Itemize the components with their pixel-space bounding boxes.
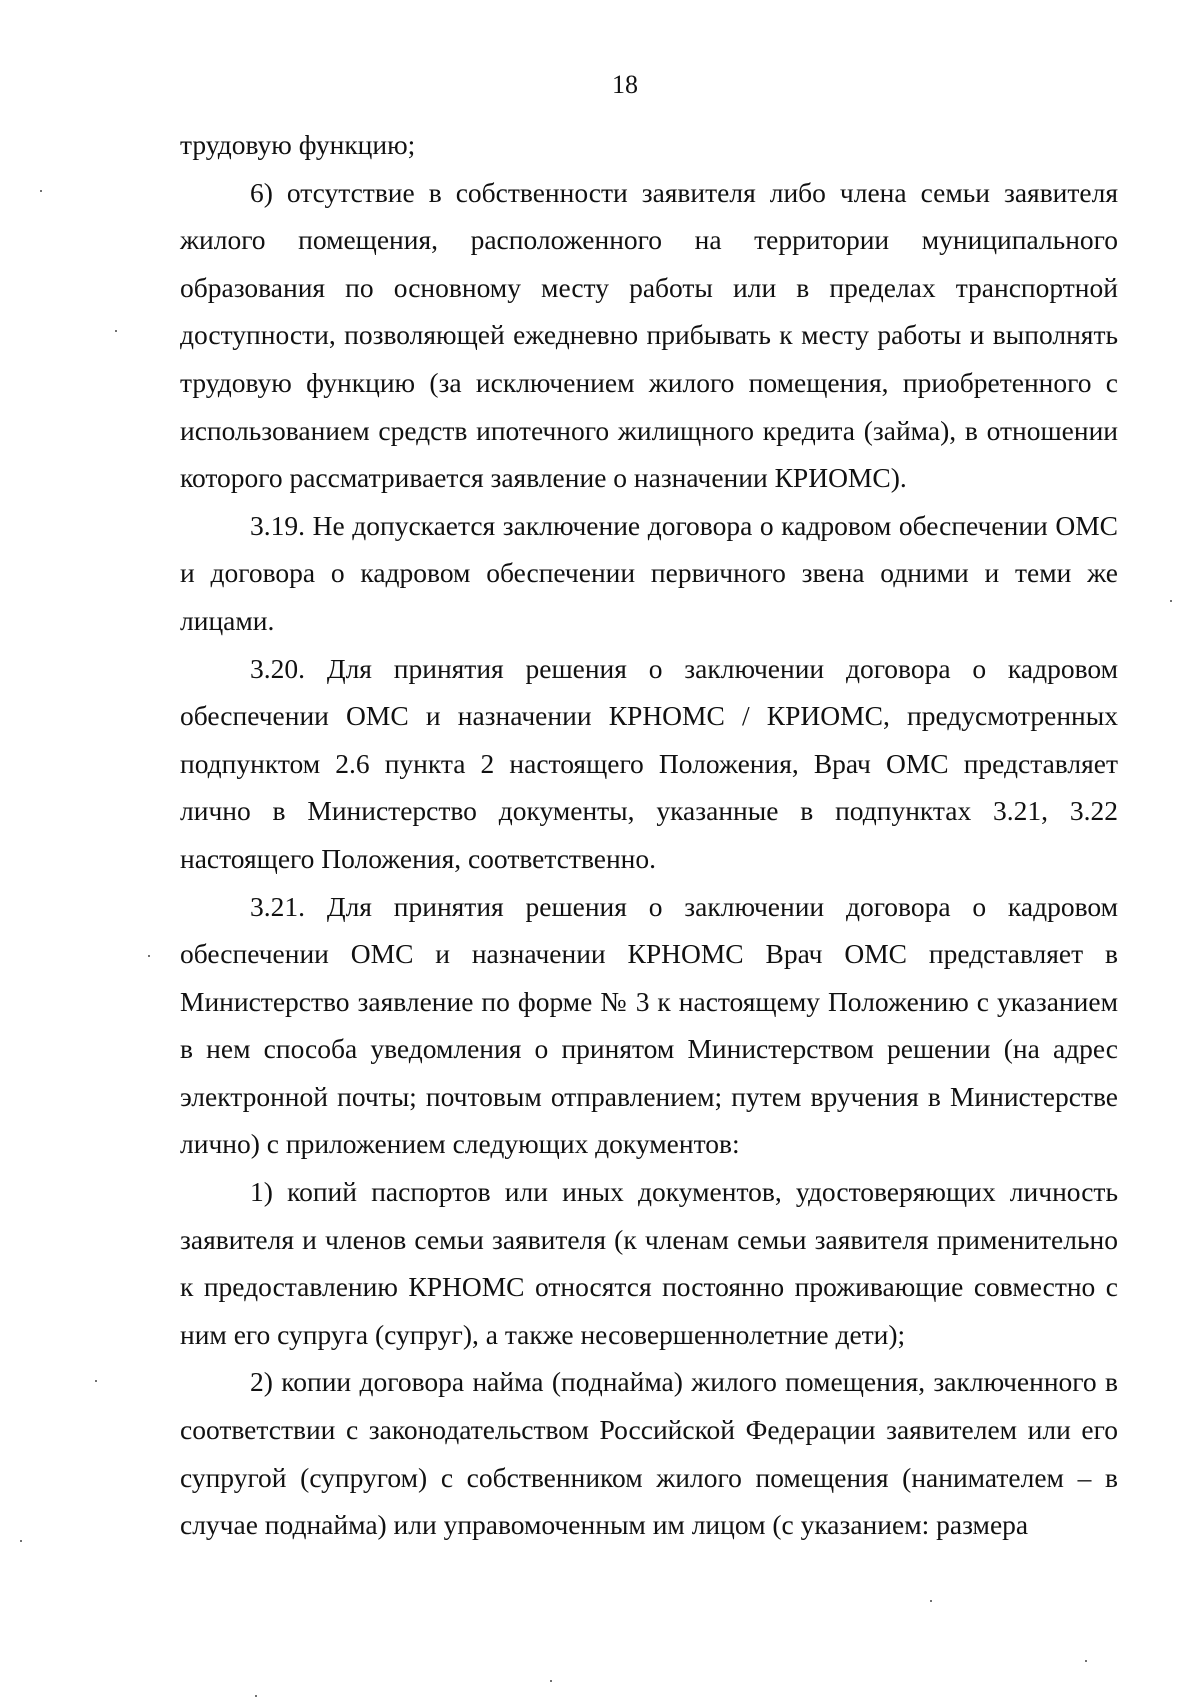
scan-speck: [550, 1680, 552, 1682]
paragraph-item-6: 6) отсутствие в собственности заявителя либо члена семьи заявителя жилого помещения, расположенного на территории муниципального образования по основному месту работы или в пределах транспортной доступности, позволяющей ежедневно прибывать к месту работы и выполнять трудовую функцию (за исключением жилого помещения, приобретенного с использованием средств ипотечного жилищного кредита (займа), в отношении которого рассматривается заявление о назначении КРИОМС).: [180, 176, 1118, 494]
paragraph-item-2: 2) копии договора найма (поднайма) жилого помещения, заключенного в соответствии с законодательством Российской Федерации заявителем или его супругой (супругом) с собственником жилого помещения (нанимателем – в случае поднайма) или управомоченным им лицом (с указанием: размера: [180, 1366, 1118, 1541]
scan-speck: [930, 1600, 932, 1602]
scan-speck: [40, 190, 42, 192]
scan-speck: [1170, 600, 1172, 602]
scan-speck: [115, 330, 117, 332]
page-number: 18: [612, 70, 638, 99]
scan-speck: [148, 955, 150, 957]
scan-speck: [1085, 1660, 1087, 1662]
paragraph-clause-3-19: 3.19. Не допускается заключение договора о кадровом обеспечении ОМС и договора о кадровом обеспечении первичного звена одними и теми же лицами.: [180, 509, 1118, 636]
scan-speck: [20, 1540, 22, 1542]
paragraph-item-1: 1) копий паспортов или иных документов, удостоверяющих личность заявителя и членов семьи заявителя (к членам семьи заявителя применительно к предоставлению КРНОМС относятся постоянно проживающие совместно с ним его супруга (супруг), а также несовершеннолетние дети);: [180, 1176, 1118, 1350]
paragraph-continuation: трудовую функцию;: [180, 129, 416, 160]
document-body: [180, 121, 1118, 1549]
paragraph-clause-3-20: 3.20. Для принятия решения о заключении договора о кадровом обеспечении ОМС и назначении КРНОМС / КРИОМС, предусмотренных подпунктом 2.6 пункта 2 настоящего Положения, Врач ОМС представляет лично в Министерство документы, указанные в подпунктах 3.21, 3.22 настоящего Положения, соответственно.: [180, 652, 1118, 874]
paragraph-clause-3-21: 3.21. Для принятия решения о заключении договора о кадровом обеспечении ОМС и назначении КРНОМС Врач ОМС представляет в Министерство заявление по форме № 3 к настоящему Положению с указанием в нем способа уведомления о принятом Министерством решении (на адрес электронной почты; почтовым отправлением; путем вручения в Министерстве лично) с приложением следующих документов:: [180, 890, 1118, 1160]
scan-speck: [95, 1380, 97, 1382]
scan-speck: [255, 1695, 257, 1697]
